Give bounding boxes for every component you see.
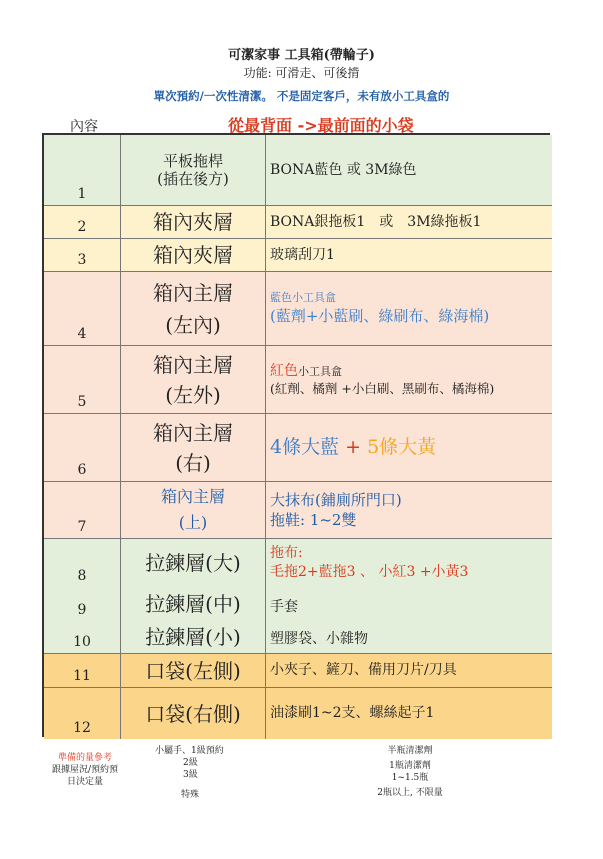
row-number: 12 (44, 688, 121, 739)
compartment-contents (266, 621, 552, 654)
compartment-name-text: 箱內主層 (上) (160, 487, 225, 532)
mop-items: 毛拖2+藍拖3 、 小紅3 +小黃3 (270, 564, 469, 580)
contents-text: BONA藍色 或 3M綠色 (270, 161, 417, 178)
contents-text: BONA銀拖板1 或 3M綠拖板1 (270, 213, 482, 230)
row-number: 3 (44, 239, 121, 272)
compartment-name-text: 平板拖桿 (插在後方) (157, 152, 229, 188)
blue-toolbox-items: (藍劑+小藍刷、綠刷布、綠海棉) (270, 306, 490, 325)
amount-item: 1瓶清潔劑 (389, 761, 431, 771)
usage-note: 單次預約/一次性清潔。 不是固定客戶，未有放小工具盒的 (153, 89, 450, 103)
compartment-name: 箱內夾層 (121, 206, 266, 239)
compartment-name-text: 箱內主層 (左內) (153, 280, 233, 337)
row-number: 6 (44, 414, 121, 482)
compartment-name (121, 272, 266, 346)
content-header: 內容 (70, 119, 98, 135)
level-item: 特殊 (181, 790, 200, 800)
red-label: 紅色 (270, 362, 298, 379)
amount-item: 2瓶以上, 不限量 (377, 788, 443, 798)
quantity-reference-note (40, 752, 130, 788)
reference-title: 準備的量參考 (57, 753, 112, 763)
compartment-name (121, 346, 266, 414)
blue-toolbox-label: 藍色小工具盒 (270, 290, 336, 304)
compartment-contents (266, 206, 552, 239)
row-number: 8 (44, 539, 121, 587)
compartment-contents (266, 482, 552, 539)
level-item: 小屬手、1級預約 (155, 746, 224, 756)
row-number: 10 (44, 621, 121, 654)
compartment-name: 拉鍊層(大) (121, 539, 266, 587)
slippers-item: 拖鞋: 1~2雙 (270, 511, 357, 529)
amount-item: 半瓶清潔劑 (387, 746, 433, 756)
rag-item: 大抹布(鋪廁所門口) (270, 490, 402, 509)
compartment-contents (266, 272, 552, 346)
amount-item: 1~1.5瓶 (391, 773, 429, 783)
compartment-contents (266, 135, 552, 206)
compartment-contents (266, 414, 552, 482)
contents-text: 油漆刷1~2支、螺絲起子1 (270, 705, 435, 722)
row-number: 7 (44, 482, 121, 539)
row-number: 4 (44, 272, 121, 346)
compartment-contents (266, 539, 552, 587)
compartment-name: 口袋(右側) (121, 688, 266, 739)
big-blue-count: 4條大藍 (270, 435, 340, 458)
toolbox-table (42, 133, 550, 737)
compartment-contents (266, 654, 552, 688)
compartment-name (121, 414, 266, 482)
contents-text: 小夾子、鏟刀、備用刀片/刀具 (270, 662, 457, 679)
row-number: 9 (44, 587, 121, 621)
row-number: 5 (44, 346, 121, 414)
compartment-contents (266, 688, 552, 739)
red-toolbox-items: (紅劑、橘劑 +小白刷、黑刷布、橘海棉) (270, 380, 495, 396)
contents-text: 手套 (270, 599, 298, 616)
booking-levels (155, 745, 224, 800)
compartment-name-text: 箱內主層 (右) (153, 420, 233, 475)
compartment-contents (266, 239, 552, 272)
compartment-name: 箱內夾層 (121, 239, 266, 272)
compartment-name: 拉鍊層(小) (121, 621, 266, 654)
order-header: 從最背面 ->最前面的小袋 (228, 116, 414, 135)
level-item: 3級 (183, 770, 198, 780)
plus-sign: + (339, 435, 368, 458)
row-number: 1 (44, 135, 121, 206)
cleaner-amounts (360, 745, 460, 799)
contents-text: 玻璃刮刀1 (270, 246, 335, 263)
row-number: 2 (44, 206, 121, 239)
toolbox-label: 小工具盒 (298, 364, 342, 378)
reference-line: 日決定量 (66, 777, 103, 787)
compartment-name (121, 482, 266, 539)
compartment-contents (266, 587, 552, 621)
reference-line: 跟據屋況/預約預 (51, 765, 119, 775)
compartment-name: 拉鍊層(中) (121, 587, 266, 621)
mop-label: 拖布: (270, 545, 303, 562)
compartment-name (121, 135, 266, 206)
level-item: 2級 (183, 758, 198, 768)
compartment-name: 口袋(左側) (121, 654, 266, 688)
compartment-name-text: 箱內主層 (左外) (153, 352, 233, 407)
big-yellow-count: 5條大黃 (367, 435, 437, 458)
compartment-contents (266, 346, 552, 414)
row-number: 11 (44, 654, 121, 688)
function-subtitle: 功能: 可滑走、可後揹 (243, 66, 360, 80)
contents-text: 塑膠袋、小雜物 (270, 631, 368, 648)
page-title: 可潔家事 工具箱(帶輪子) (228, 48, 375, 63)
